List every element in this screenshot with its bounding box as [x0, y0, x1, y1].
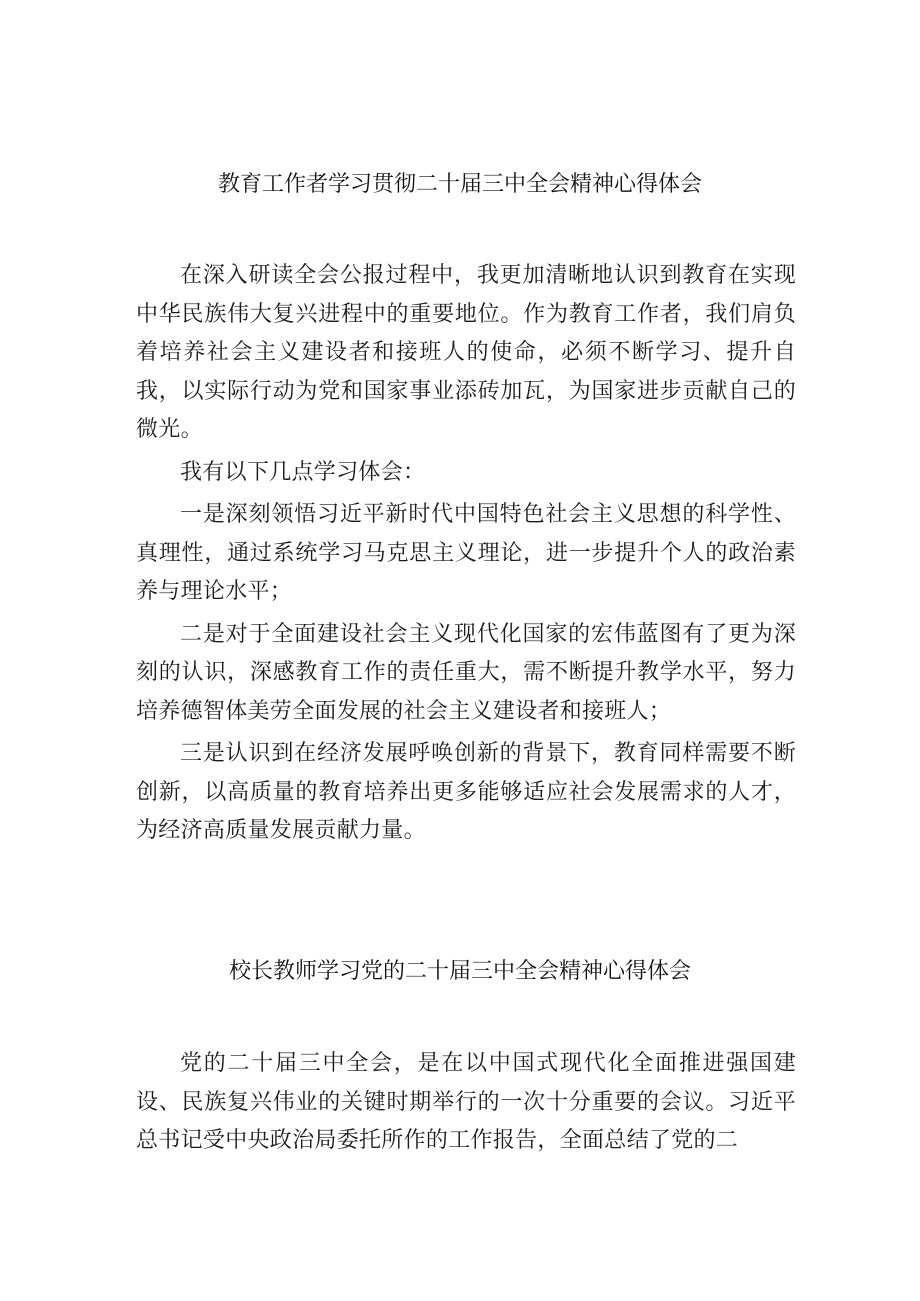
paragraph: 二是对于全面建设社会主义现代化国家的宏伟蓝图有了更为深刻的认识，深感教育工作的责任重大，需不断提升教学水平，努力培养德智体美劳全面发展的社会主义建设者和接班人；: [136, 621, 796, 724]
paragraph: 党的二十届三中全会，是在以中国式现代化全面推进强国建设、民族复兴伟业的关键时期举行的一次十分重要的会议。习近平总书记受中央政治局委托所作的工作报告，全面总结了党的二: [136, 1051, 796, 1153]
section-2-body: [136, 1045, 796, 1165]
paragraph: 一是深刻领悟习近平新时代中国特色社会主义思想的科学性、真理性，通过系统学习马克思主义理论，进一步提升个人的政治素养与理论水平；: [136, 502, 796, 604]
paragraph: 在深入研读全会公报过程中，我更加清晰地认识到教育在实现中华民族伟大复兴进程中的重要地位。作为教育工作者，我们肩负着培养社会主义建设者和接班人的使命，必须不断学习、提升自我，以实际行动为党和国家事业添砖加瓦，为国家进步贡献自己的微光。: [136, 263, 796, 442]
document-title-1: 教育工作者学习贯彻二十届三中全会精神心得体会: [217, 172, 702, 197]
section-1-body: [136, 257, 796, 855]
paragraph: 我有以下几点学习体会：: [180, 459, 426, 485]
paragraph: 三是认识到在经济发展呼唤创新的背景下，教育同样需要不断创新，以高质量的教育培养出更多能够适应社会发展需求的人才，为经济高质量发展贡献力量。: [136, 741, 796, 843]
document-title-2: 校长教师学习党的二十届三中全会精神心得体会: [228, 959, 691, 984]
